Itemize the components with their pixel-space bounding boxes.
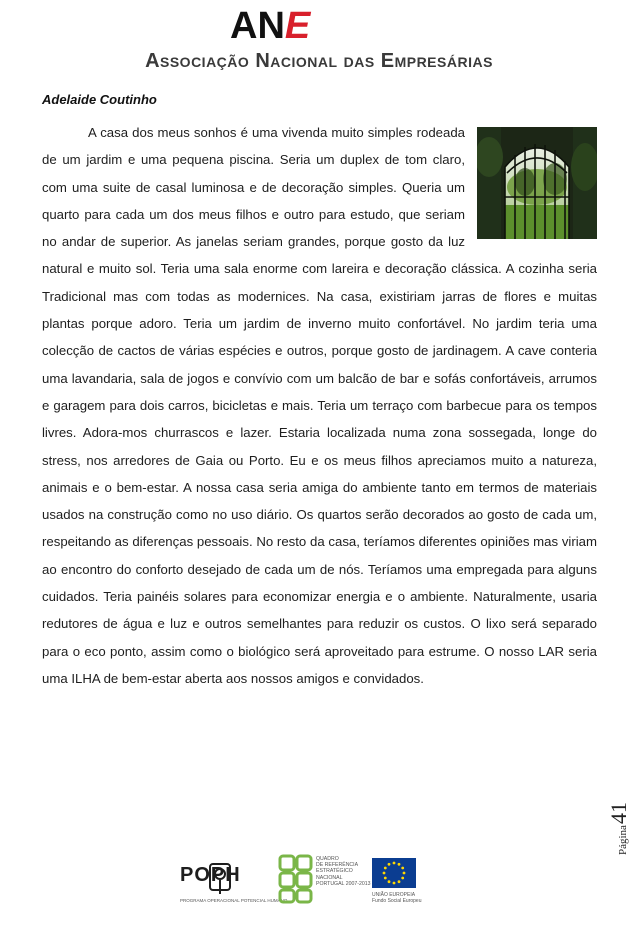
article-body (42, 119, 597, 692)
page-header (0, 0, 638, 80)
poph-logo (180, 858, 288, 908)
page-number-label: Página (617, 825, 629, 855)
qren-line-2: DE REFERÊNCIA (316, 862, 359, 869)
qren-mark-icon (278, 854, 314, 904)
qren-line-3: ESTRATÉGICO (316, 868, 353, 875)
garden-gate-photo (477, 127, 597, 239)
qren-line-1: QUADRO (316, 856, 339, 862)
qren-line-4: NACIONAL (316, 874, 343, 881)
eu-logo (372, 858, 452, 906)
qren-line-5: PORTUGAL 2007-2013 (316, 880, 371, 887)
body-paragraph: A casa dos meus sonhos é uma vivenda muito simples rodeada de um jardim e uma pequena piscina. Seria um duplex de tom claro, com uma suite de casal luminosa e de decoração simples. Queria um quarto para cada um dos meus filhos e outro para estudo, que seriam no andar de superior. As janelas seriam grandes, porque gosto da luz natural e muito sol. Teria uma sala enorme com lareira e decoração clássica. A cozinha seria Tradicional mas com todas as modernices. Na casa, existiriam jarras de flores e muitas plantas porque adoro. Teria um jardim de inverno muito confortável. No jardim teria uma colecção de cactos de várias espécies e outros, porque gosto de jardinagem. A cave conteria uma lavandaria, sala de jogos e convívio com um balcão de bar e sofás confortáveis, arrumos e garagem para dois carros, bicicletas e mais. Teria um terraço com barbecue para os tempos livres. Adora-mos churrascos e lazer. Estaria localizada numa zona sossegada, longe do stress, nos arredores de Gaia ou Porto. Eu e os meus filhos apreciamos muito a natureza, animais e o bem-estar. A nossa casa seria amiga do ambiente tanto em termos de materiais usados na construção como no uso diário. Os quartos serão decorados ao gosto de cada um, respeitando as diferenças pessoais. No resto da casa, teríamos diferentes opiniões mas viriam ao encontro do conforto desejado de cada um de nós. Teríamos uma empregada para alguns cuidados. Teria painéis solares para economizar energia e o ambiente. Naturalmente, usaria redutores de água e luz e outros semelhantes para reduzir os custos. O lixo será separado para o eco ponto, assim como o biológico será aproveitado para estrume. O nosso LAR seria uma ILHA de bem-estar aberta aos nossos amigos e convidados. (42, 125, 597, 686)
poph-subtitle: PROGRAMA OPERACIONAL POTENCIAL HUMANO (180, 898, 288, 903)
page-footer (0, 850, 638, 910)
logo-mark-main: AN (230, 5, 285, 47)
qren-logo (278, 854, 371, 906)
page-number-value: 41 (606, 802, 631, 825)
author-name: Adelaide Coutinho (42, 92, 157, 107)
qren-text-block (316, 856, 371, 887)
page-number (606, 802, 632, 855)
poph-logo-text: POPH (180, 864, 241, 886)
eu-text-block (372, 892, 421, 904)
garden-gate-icon (477, 127, 597, 239)
eu-line-1: UNIÃO EUROPEIA (372, 892, 416, 898)
logo-mark-accent: E (284, 5, 311, 47)
ane-logo (230, 4, 310, 48)
eu-line-2: Fundo Social Europeu (372, 898, 422, 904)
eu-flag-icon (372, 858, 416, 888)
organization-name: Associação Nacional das Empresárias (145, 50, 493, 72)
